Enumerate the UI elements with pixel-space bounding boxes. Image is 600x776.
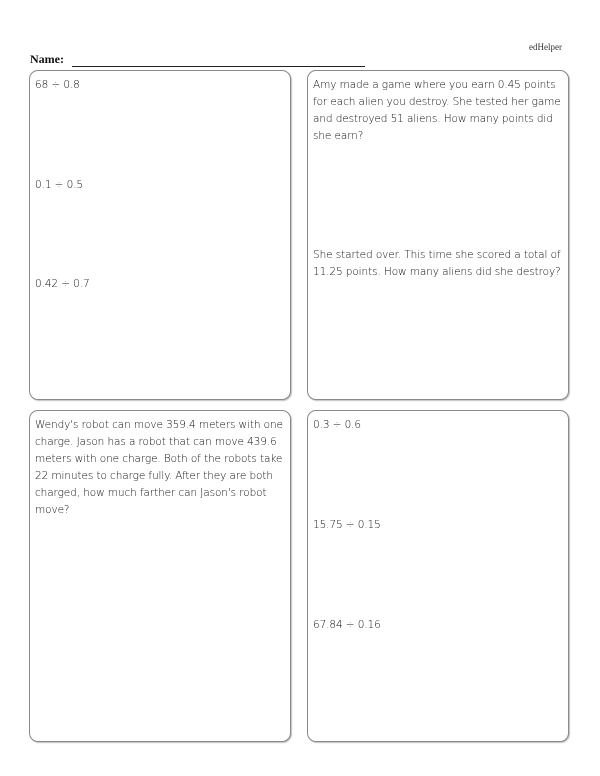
word-problem-2b: She started over. This time she scored a total of 11.25 points. How many aliens did she destroy?	[313, 249, 561, 278]
problem-box-3	[29, 410, 291, 742]
problem-1a: 68 ÷ 0.8	[35, 79, 80, 91]
problem-4a: 0.3 ÷ 0.6	[313, 419, 361, 431]
word-problem-2a: Amy made a game where you earn 0.45 points for each alien you destroy. She tested her game and destroyed 51 aliens. How many points did she earn?	[313, 79, 561, 142]
problem-4c: 67.84 ÷ 0.16	[313, 619, 381, 631]
problem-box-4	[307, 410, 569, 742]
problem-box-2	[307, 70, 569, 400]
problem-box-1	[29, 70, 291, 400]
problem-1c: 0.42 ÷ 0.7	[35, 278, 90, 290]
problem-1b: 0.1 ÷ 0.5	[35, 179, 83, 191]
brand-label: edHelper	[529, 42, 562, 52]
name-row	[30, 52, 365, 67]
problem-4b: 15.75 ÷ 0.15	[313, 519, 381, 531]
word-problem-3a: Wendy's robot can move 359.4 meters with one charge. Jason has a robot that can move 439.6 meters with one charge. Both of the robots take 22 minutes to charge fully. After they are both charged, how much farther can Jason's robot move?	[35, 419, 283, 516]
name-line[interactable]	[72, 54, 365, 67]
name-label: Name:	[30, 52, 64, 66]
